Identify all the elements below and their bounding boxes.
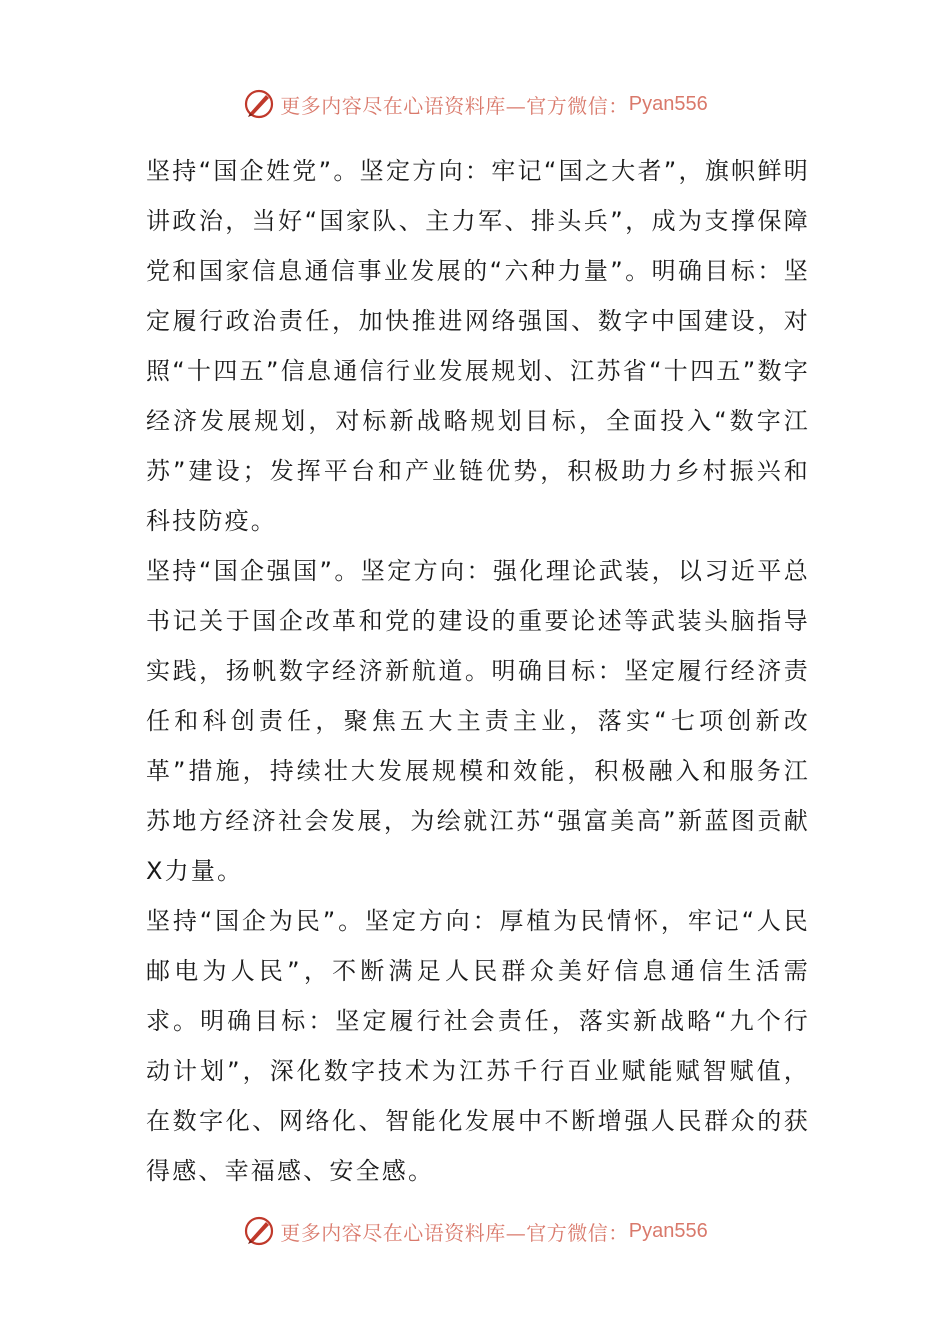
pen-circle-logo-icon [242,1214,276,1248]
paragraph-strong-nation: 坚持“国企强国”。坚定方向：强化理论武装，以习近平总书记关于国企改革和党的建设的重要论述等武装头脑指导实践，扬帆数字经济新航道。明确目标：坚定履行经济责任和科创责任，聚焦五大主责主业，落实“七项创新改革”措施，持续壮大发展规模和效能，积极融入和服务江苏地方经济社会发展，为绘就江苏“强富美高”新蓝图贡献X力量。 [146,557,810,885]
watermark-wechat-id: Pyan556 [628,92,708,115]
document-body [146,146,810,1196]
watermark-wechat-id: Pyan556 [628,1219,708,1242]
paragraph-for-people: 坚持“国企为民”。坚定方向：厚植为民情怀，牢记“人民邮电为人民”，不断满足人民群众美好信息通信生活需求。明确目标：坚定履行社会责任，落实新战略“九个行动计划”，深化数字技术为江苏千行百业赋能赋智赋值，在数字化、网络化、智能化发展中不断增强人民群众的获得感、幸福感、安全感。 [146,907,810,1185]
watermark-text: 更多内容尽在心语资料库—官方微信： [280,1220,629,1245]
footer-watermark [0,1211,950,1251]
watermark-text: 更多内容尽在心语资料库—官方微信： [280,93,629,118]
header-watermark [0,84,950,124]
paragraph-party: 坚持“国企姓党”。坚定方向：牢记“国之大者”，旗帜鲜明讲政治，当好“国家队、主力军、排头兵”，成为支撑保障党和国家信息通信事业发展的“六种力量”。明确目标：坚定履行政治责任，加快推进网络强国、数字中国建设，对照“十四五”信息通信行业发展规划、江苏省“十四五”数字经济发展规划，对标新战略规划目标，全面投入“数字江苏”建设；发挥平台和产业链优势，积极助力乡村振兴和科技防疫。 [146,157,810,535]
pen-circle-logo-icon [242,87,276,121]
